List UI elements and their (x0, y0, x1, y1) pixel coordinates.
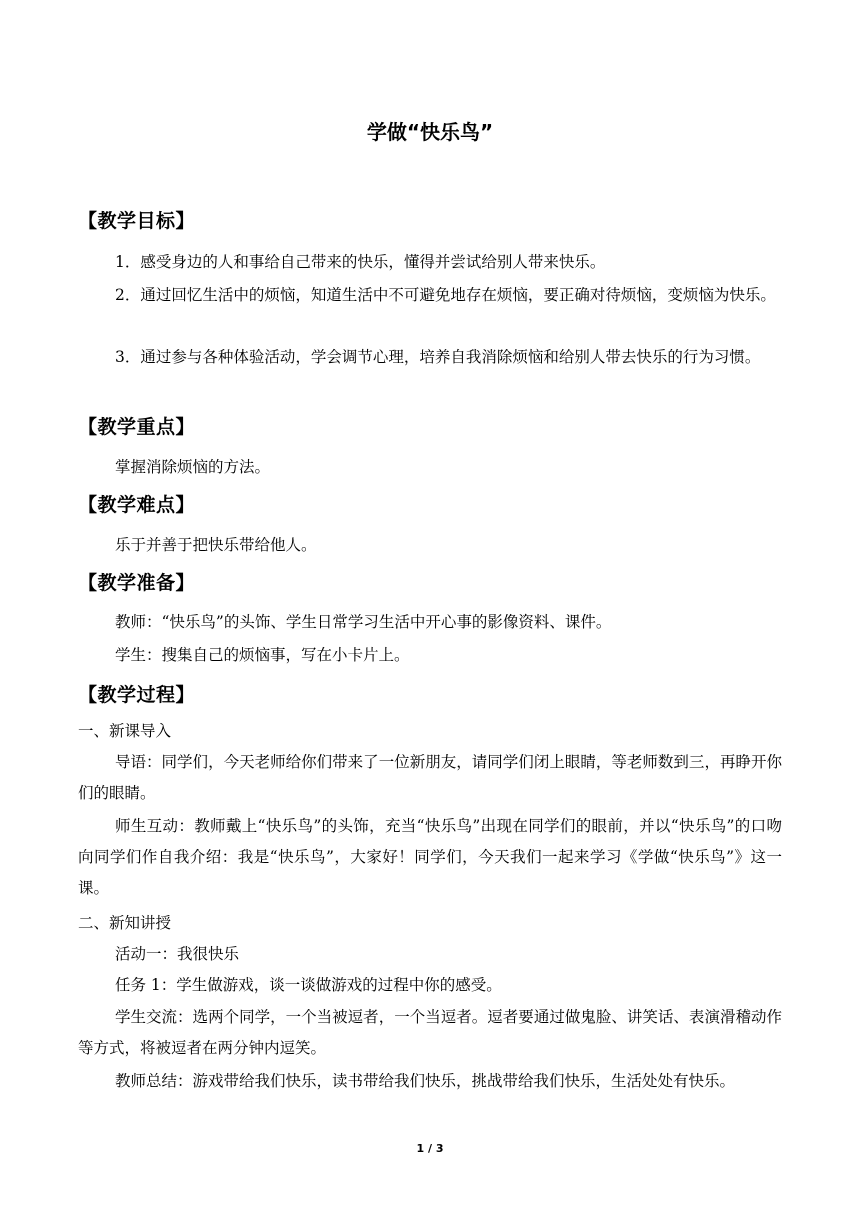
task-1-text: 任务 1：学生做游戏，谈一谈做游戏的过程中你的感受。 (115, 976, 502, 994)
objective-item-1: 1．感受身边的人和事给自己带来的快乐，懂得并尝试给别人带来快乐。 (115, 253, 606, 271)
subsection-intro: 一、新课导入 (78, 722, 172, 740)
section-heading-key-points: 【教学重点】 (78, 416, 196, 438)
preparation-teacher: 教师：“快乐鸟”的头饰、学生日常学习生活中开心事的影像资料、课件。 (115, 613, 612, 631)
difficulty-text: 乐于并善于把快乐带给他人。 (115, 536, 317, 554)
intro-paragraph-1: 导语：同学们，今天老师给你们带来了一位新朋友，请同学们闭上眼睛，等老师数到三，再睁开你们的眼睛。 (78, 753, 782, 802)
document-title: 学做“快乐鸟” (366, 120, 494, 144)
key-point-text: 掌握消除烦恼的方法。 (115, 458, 271, 476)
section-heading-preparation: 【教学准备】 (78, 572, 196, 594)
preparation-student: 学生：搜集自己的烦恼事，写在小卡片上。 (115, 646, 410, 664)
teacher-summary-text: 教师总结：游戏带给我们快乐，读书带给我们快乐，挑战带给我们快乐，生活处处有快乐。 (115, 1072, 736, 1090)
section-heading-difficulties: 【教学难点】 (78, 494, 196, 516)
objective-item-2: 2．通过回忆生活中的烦恼，知道生活中不可避免地存在烦恼，要正确对待烦恼，变烦恼为快乐。 (115, 286, 776, 304)
page-number: 1 / 3 (416, 1142, 444, 1155)
section-heading-objectives: 【教学目标】 (78, 210, 196, 232)
intro-paragraph-2: 师生互动：教师戴上“快乐鸟”的头饰，充当“快乐鸟”出现在同学们的眼前，并以“快乐鸟”的口吻向同学们作自我介绍：我是“快乐鸟”，大家好！同学们，今天我们一起来学习《学做“快乐鸟”》这一课。 (78, 817, 782, 897)
activity-heading: 活动一：我很快乐 (115, 945, 240, 963)
subsection-new-knowledge: 二、新知讲授 (78, 914, 172, 932)
objective-item-3: 3．通过参与各种体验活动，学会调节心理，培养自我消除烦恼和给别人带去快乐的行为习惯。 (115, 348, 761, 366)
student-exchange-text: 学生交流：选两个同学，一个当被逗者，一个当逗者。逗者要通过做鬼脸、讲笑话、表演滑稽动作等方式，将被逗者在两分钟内逗笑。 (78, 1008, 782, 1057)
section-heading-process: 【教学过程】 (78, 684, 196, 706)
